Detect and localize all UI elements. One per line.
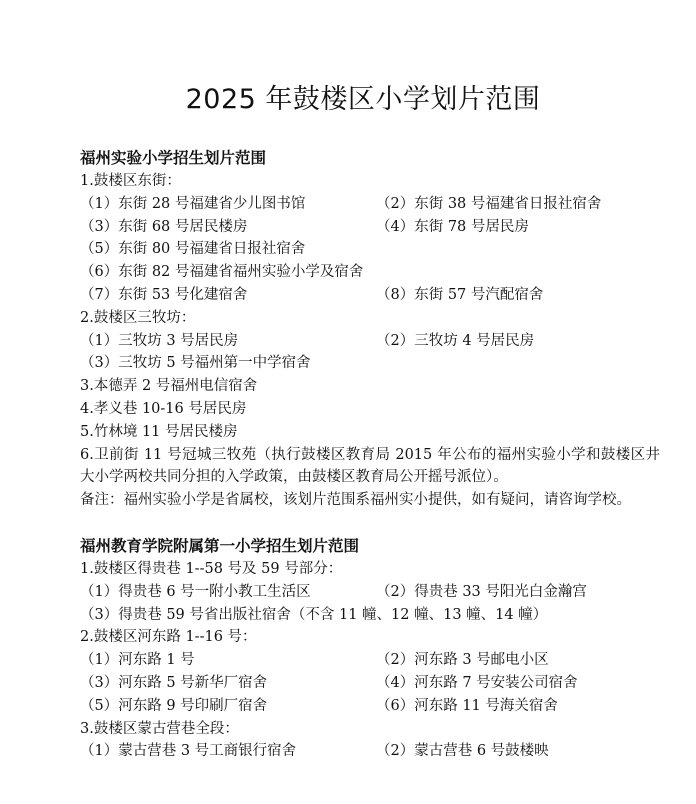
list-item: （2）东街 38 号福建省日报社宿舍	[376, 195, 602, 212]
list-item-row	[80, 284, 660, 307]
document-body	[80, 147, 660, 763]
list-item: （3）河东路 5 号新华厂宿舍	[80, 674, 268, 691]
list-item: （1）三牧坊 3 号居民房	[80, 332, 239, 349]
section-fuyi	[80, 535, 660, 763]
list-item: （2）三牧坊 4 号居民房	[376, 332, 535, 349]
area-heading: 4.孝义巷 10-16 号居民房	[80, 400, 247, 417]
list-item-row	[80, 581, 660, 604]
list-item: （3）东街 68 号居民楼房	[80, 218, 248, 235]
area-paragraph: 6.卫前街 11 号冠城三牧苑（执行鼓楼区教育局 2015 年公布的福州实验小学和鼓楼区井大小学两校共同分担的入学政策，由鼓楼区教育局公开摇号派位）。	[80, 446, 660, 486]
area-heading: 3.本德弄 2 号福州电信宿舍	[80, 378, 258, 395]
area-heading: 1.鼓楼区东街：	[80, 173, 181, 189]
area-heading: 5.竹林境 11 号居民楼房	[80, 423, 238, 440]
list-item-row	[80, 649, 660, 672]
list-item-row	[80, 193, 660, 216]
list-item-row	[80, 216, 660, 239]
list-item: （4）东街 78 号居民房	[376, 218, 529, 235]
list-item: （1）蒙古营巷 3 号工商银行宿舍	[80, 743, 297, 760]
remark-paragraph: 备注：福州实验小学是省属校，该划片范围系福州实小提供，如有疑问，请咨询学校。	[80, 492, 631, 509]
list-item: （8）东街 57 号汽配宿舍	[376, 286, 544, 303]
list-item: （2）蒙古营巷 6 号鼓楼映	[376, 743, 549, 760]
list-item: （6）东街 82 号福建省福州实验小学及宿舍	[80, 264, 364, 281]
section-heading: 福州实验小学招生划片范围	[80, 149, 267, 167]
list-item-row	[80, 695, 660, 718]
list-item-row	[80, 672, 660, 695]
area-heading: 1.鼓楼区得贵巷 1--58 号及 59 号部分：	[80, 560, 343, 577]
section-spacer	[80, 512, 660, 535]
list-item-row	[80, 740, 660, 763]
document-title: 2025 年鼓楼区小学划片范围	[185, 84, 541, 115]
list-item: （1）得贵巷 6 号一附小教工生活区	[80, 583, 311, 600]
list-item: （2）得贵巷 33 号阳光白金瀚宫	[376, 583, 587, 600]
area-heading: 2.鼓楼区河东路 1--16 号：	[80, 629, 257, 646]
list-item: （6）河东路 11 号海关宿舍	[376, 697, 558, 714]
list-item: （3）三牧坊 5 号福州第一中学宿舍	[80, 355, 311, 372]
list-item: （7）东街 53 号化建宿舍	[80, 286, 248, 303]
list-item-row	[80, 330, 660, 353]
list-item: （4）河东路 7 号安装公司宿舍	[376, 674, 578, 691]
list-item: （2）河东路 3 号邮电小区	[376, 652, 549, 669]
list-item: （5）东街 80 号福建省日报社宿舍	[80, 241, 306, 258]
list-item: （3）得贵巷 59 号省出版社宿舍（不含 11 幢、12 幢、13 幢、14 幢）	[80, 606, 548, 623]
area-heading: 3.鼓楼区蒙古营巷全段：	[80, 720, 239, 737]
list-item: （1）东街 28 号福建省少儿图书馆	[80, 195, 306, 212]
area-heading: 2.鼓楼区三牧坊：	[80, 309, 196, 326]
section-shiyan	[80, 147, 660, 512]
list-item: （5）河东路 9 号印刷厂宿舍	[80, 697, 268, 714]
list-item: （1）河东路 1 号	[80, 652, 195, 669]
section-heading: 福州教育学院附属第一小学招生划片范围	[80, 536, 360, 555]
